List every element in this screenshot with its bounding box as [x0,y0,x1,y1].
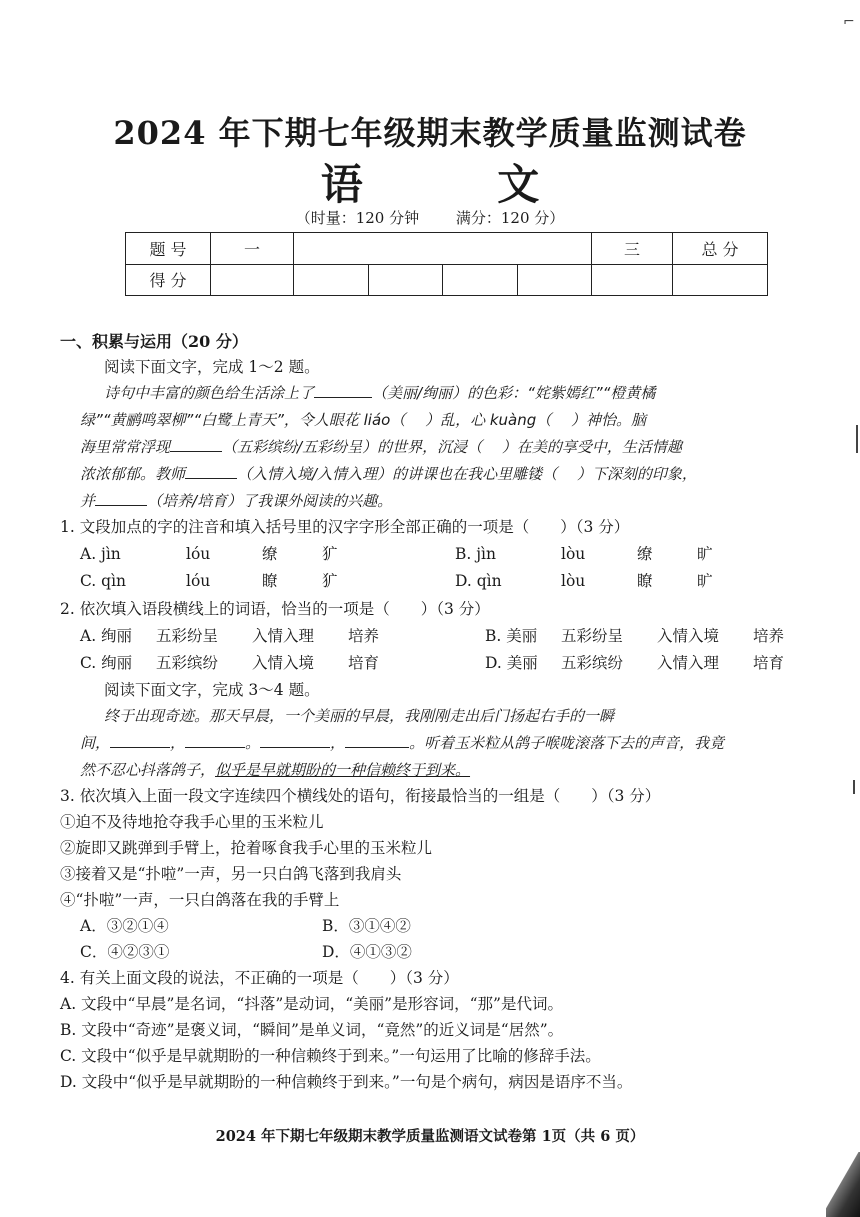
q4-option-b[interactable]: B. 文段中“奇迹”是褒义词，“瞬间”是单义词，“竟然”的近义词是“居然”。 [60,1021,564,1039]
score-input[interactable] [443,264,518,296]
q4-option-c[interactable]: C. 文段中“似乎是早就期盼的一种信赖终于到来。”一句运用了比喻的修辞手法。 [60,1047,601,1065]
fill-blank[interactable] [110,733,170,748]
q1-option-a[interactable]: A. jìn lóu 缭 犷 [80,545,338,563]
fill-blank[interactable] [260,733,330,748]
fill-blank[interactable] [170,437,222,452]
passage-line: 绿”“黄鹂鸣翠柳”“白鹭上青天”，令人眼花 liáo（ ）乱，心 kuàng（ ）神怡。脑 [80,411,647,429]
reading-instruction: 阅读下面文字，完成 3～4 题。 [104,681,320,699]
score-cell-label: 题 号 [126,233,211,265]
question-1-stem: 1. 文段加点的字的注音和填入括号里的汉字字形全部正确的一项是（ ）（3 分） [60,518,630,536]
score-input[interactable] [211,264,294,296]
score-cell-part3: 三 [592,233,673,265]
passage-line: 间， ， 。 ， 。听着玉米粒从鸽子喉咙滚落下去的声音，我竟 [80,734,725,752]
score-cell-total: 总 分 [673,233,768,265]
q3-option-b[interactable]: B．③①④② [322,917,411,935]
score-cell-part1: 一 [211,233,294,265]
fill-blank[interactable] [345,733,409,748]
passage-line: 并 （培养/培育）了我课外阅读的兴趣。 [80,492,393,510]
section-heading: 一、积累与运用（20 分） [60,332,248,351]
question-4-stem: 4. 有关上面文段的说法，不正确的一项是（ ）（3 分） [60,969,459,987]
score-input[interactable] [294,264,369,296]
score-row-label: 得 分 [126,264,211,296]
underlined-sentence: 似乎是早就期盼的一种信赖终于到来。 [215,761,471,779]
q1-option-b[interactable]: B. jìn lòu 缭 旷 [455,545,713,563]
q2-option-c[interactable]: C. 绚丽 五彩缤纷 入情入境 培育 [80,654,380,672]
scan-artifact [856,425,858,453]
fill-blank[interactable] [95,491,147,506]
q3-option-c[interactable]: C．④②③① [80,943,170,961]
fill-blank[interactable] [185,464,237,479]
score-input[interactable] [368,264,443,296]
score-input[interactable] [673,264,768,296]
q1-option-c[interactable]: C. qìn lóu 瞭 犷 [80,572,338,590]
passage-line: 诗句中丰富的颜色给生活涂上了 （美丽/绚丽）的色彩：“姹紫嫣红”“橙黄橘 [104,384,656,402]
score-table-score-row [126,264,768,296]
question-3-stem: 3. 依次填入上面一段文字连续四个横线处的语句，衔接最恰当的一组是（ ）（3 分） [60,787,661,805]
q2-option-a[interactable]: A. 绚丽 五彩纷呈 入情入理 培养 [80,627,380,645]
passage-line: 然不忍心抖落鸽子，似乎是早就期盼的一种信赖终于到来。 [80,761,471,779]
fill-blank[interactable] [314,383,372,398]
q3-option-d[interactable]: D．④①③② [322,943,412,961]
scan-page-curl [826,1152,860,1217]
score-table [125,232,768,296]
score-input[interactable] [592,264,673,296]
q2-option-b[interactable]: B. 美丽 五彩纷呈 入情入境 培养 [485,627,785,645]
q3-sentence: ③接着又是“扑啦”一声，另一只白鸽飞落到我肩头 [60,865,402,883]
page-footer: 2024 年下期七年级期末教学质量监测语文试卷第 1页（共 6 页） [215,1128,645,1145]
reading-instruction: 阅读下面文字，完成 1～2 题。 [104,358,320,376]
q3-sentence: ②旋即又跳弹到手臂上，抢着啄食我手心里的玉米粒儿 [60,839,433,857]
score-cell-part2 [294,233,592,265]
full-score: 满分：120 分） [455,209,565,227]
exam-title: 2024 年下期七年级期末教学质量监测试卷 [113,114,747,152]
exam-meta [0,207,860,228]
q3-sentence: ①迫不及待地抢夺我手心里的玉米粒儿 [60,813,324,831]
q2-option-d[interactable]: D. 美丽 五彩缤纷 入情入理 培育 [485,654,785,672]
q3-option-a[interactable]: A．③②①④ [80,917,169,935]
subject-title: 语 文 [320,160,600,209]
q4-option-a[interactable]: A. 文段中“早晨”是名词，“抖落”是动词，“美丽”是形容词，“那”是代词。 [60,995,563,1013]
q1-option-d[interactable]: D. qìn lòu 瞭 旷 [455,572,713,590]
corner-mark: ⌐ [843,14,855,30]
score-input[interactable] [517,264,592,296]
score-table-header-row [126,233,768,265]
passage-line: 终于出现奇迹。那天早晨，一个美丽的早晨，我刚刚走出后门扬起右手的一瞬 [104,707,615,725]
q4-option-d[interactable]: D. 文段中“似乎是早就期盼的一种信赖终于到来。”一句是个病句，病因是语序不当。 [60,1073,633,1091]
time-limit: （时量：120 分钟 [295,209,420,227]
fill-blank[interactable] [185,733,245,748]
passage-line: 海里常常浮现 （五彩缤纷/五彩纷呈）的世界，沉浸（ ）在美的享受中，生活情趣 [80,438,682,456]
q3-sentence: ④“扑啦”一声，一只白鸽落在我的手臂上 [60,891,340,909]
scan-artifact [853,780,855,794]
passage-line: 浓浓郁郁。教师 （入情入境/入情入理）的讲课也在我心里雕镂（ ）下深刻的印象， [80,465,697,483]
question-2-stem: 2. 依次填入语段横线上的词语，恰当的一项是（ ）（3 分） [60,600,490,618]
